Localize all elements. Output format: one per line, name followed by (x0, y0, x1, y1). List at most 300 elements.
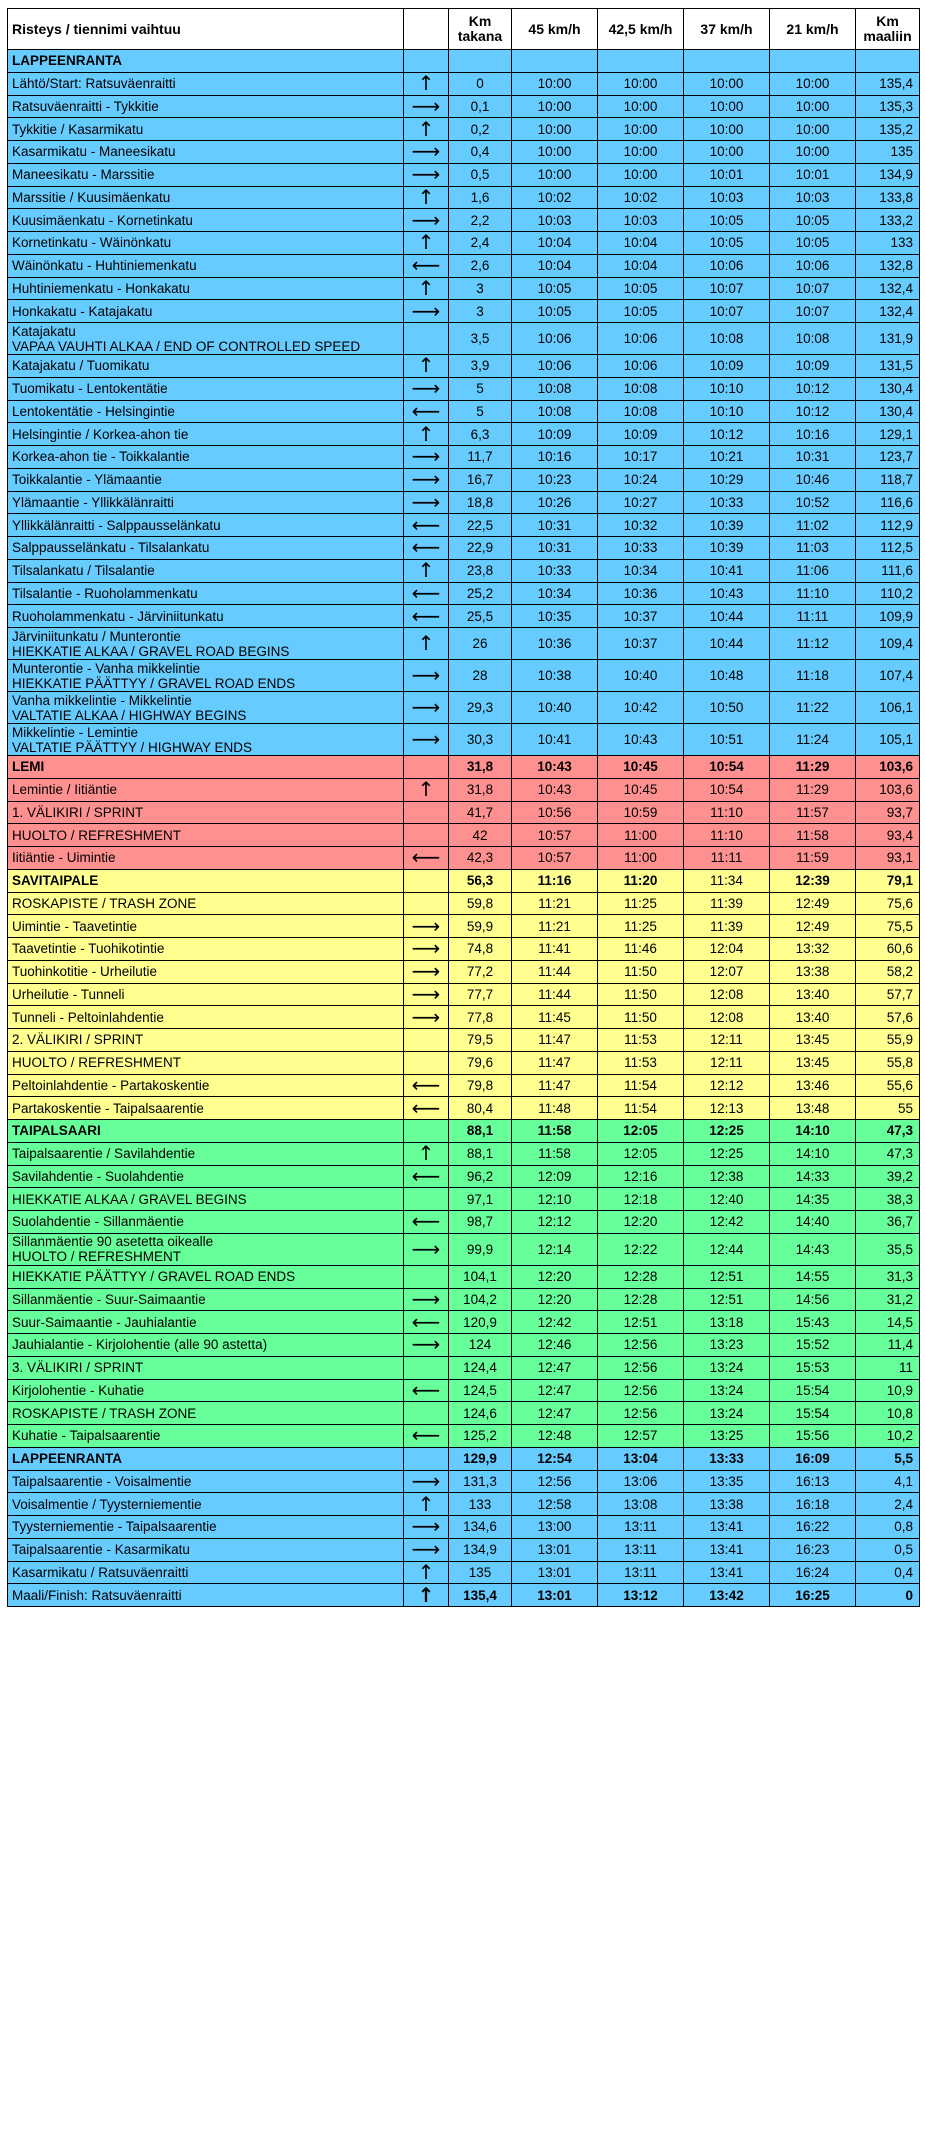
arrow-right-icon: ⟶ (404, 692, 449, 724)
route-point-name-line: Lemintie / Iitiäntie (12, 782, 118, 798)
time-45-value: 12:56 (512, 1470, 598, 1493)
route-point-name-line: 3. VÄLIKIRI / SPRINT (12, 1360, 144, 1376)
km-done-value: 25,2 (449, 582, 512, 605)
time-42-5-value: 11:50 (598, 983, 684, 1006)
route-point-name-line: Tuohinkotitie - Urheilutie (12, 964, 158, 980)
time-37-value: 12:08 (684, 983, 770, 1006)
km-remaining-value: 10,2 (856, 1425, 920, 1448)
route-point-name-line: Jauhialantie - Kirjolohentie (alle 90 astetta) (12, 1337, 268, 1353)
km-done-value: 30,3 (449, 724, 512, 756)
km-remaining-value: 133 (856, 232, 920, 255)
section-row (8, 1584, 920, 1607)
km-done-value: 125,2 (449, 1425, 512, 1448)
route-point-name-line: Korkea-ahon tie - Toikkalantie (12, 449, 190, 465)
time-45-value: 11:21 (512, 915, 598, 938)
route-point-name (8, 1097, 404, 1120)
route-point-name (8, 1165, 404, 1188)
direction-cell (404, 801, 449, 824)
km-done-value: 59,8 (449, 892, 512, 915)
time-45-value: 10:31 (512, 537, 598, 560)
km-remaining-value: 57,6 (856, 1006, 920, 1029)
km-done-value: 77,8 (449, 1006, 512, 1029)
route-point-name (8, 1211, 404, 1234)
section-title (8, 1120, 404, 1143)
table-row (8, 1097, 920, 1120)
route-point-name (8, 1425, 404, 1448)
table-row (8, 660, 920, 692)
direction-cell (404, 323, 449, 355)
table-row (8, 1493, 920, 1516)
time-37-value: 10:09 (684, 355, 770, 378)
time-42-5-value: 11:20 (598, 869, 684, 892)
route-point-name (8, 692, 404, 724)
km-done-value: 5 (449, 377, 512, 400)
time-42-5-value: 10:04 (598, 254, 684, 277)
arrow-right-icon: ⟶ (404, 983, 449, 1006)
header-km-remaining: Km maaliin (856, 9, 920, 50)
time-37-value: 12:25 (684, 1142, 770, 1165)
time-37-value: 10:54 (684, 756, 770, 779)
time-42-5-value: 13:12 (598, 1584, 684, 1607)
arrow-up-icon: ↑ (404, 423, 449, 446)
table-row (8, 960, 920, 983)
route-point-name-line: Uimintie - Taavetintie (12, 918, 138, 934)
table-row (8, 724, 920, 756)
time-37-value: 13:25 (684, 1425, 770, 1448)
time-37-value: 11:11 (684, 847, 770, 870)
time-21-value (770, 50, 856, 73)
km-done-value: 3 (449, 277, 512, 300)
time-37-value: 13:41 (684, 1538, 770, 1561)
route-point-name (8, 1029, 404, 1052)
route-point-name-line: ROSKAPISTE / TRASH ZONE (12, 1405, 197, 1421)
route-point-name-line: Toikkalantie - Ylämaantie (12, 472, 162, 488)
direction-cell (404, 1402, 449, 1425)
km-remaining-value: 133,8 (856, 186, 920, 209)
time-42-5-value: 11:50 (598, 1006, 684, 1029)
time-21-value: 11:12 (770, 628, 856, 660)
table-row (8, 1288, 920, 1311)
km-remaining-value: 39,2 (856, 1165, 920, 1188)
time-21-value: 12:49 (770, 915, 856, 938)
route-point-name-line: Kornetinkatu - Wäinönkatu (12, 235, 172, 251)
route-point-name (8, 915, 404, 938)
header-speed-37: 37 km/h (684, 9, 770, 50)
km-done-value: 124,5 (449, 1379, 512, 1402)
km-remaining-value: 4,1 (856, 1470, 920, 1493)
km-remaining-value: 93,4 (856, 824, 920, 847)
km-remaining-value: 14,5 (856, 1311, 920, 1334)
km-done-value: 0 (449, 72, 512, 95)
time-45-value: 10:57 (512, 847, 598, 870)
km-remaining-value: 93,7 (856, 801, 920, 824)
arrow-left-icon: ⟵ (404, 1165, 449, 1188)
km-done-value: 120,9 (449, 1311, 512, 1334)
table-row (8, 1188, 920, 1211)
time-21-value: 13:48 (770, 1097, 856, 1120)
km-done-value: 6,3 (449, 423, 512, 446)
time-21-value: 12:39 (770, 869, 856, 892)
km-done-value: 23,8 (449, 559, 512, 582)
route-point-name (8, 1074, 404, 1097)
km-remaining-value: 93,1 (856, 847, 920, 870)
arrow-right-icon: ⟶ (404, 300, 449, 323)
time-21-value: 14:10 (770, 1120, 856, 1143)
route-point-name (8, 537, 404, 560)
time-21-value: 10:00 (770, 118, 856, 141)
time-37-value: 10:00 (684, 118, 770, 141)
arrow-up-icon: ↑ (404, 1561, 449, 1584)
time-42-5-value: 10:08 (598, 377, 684, 400)
route-point-name (8, 277, 404, 300)
km-remaining-value: 134,9 (856, 163, 920, 186)
time-45-value: 12:54 (512, 1447, 598, 1470)
time-45-value: 10:26 (512, 491, 598, 514)
arrow-up-icon: ↑ (404, 559, 449, 582)
km-remaining-value: 31,3 (856, 1265, 920, 1288)
km-remaining-value: 107,4 (856, 660, 920, 692)
section-row (8, 756, 920, 779)
time-45-value: 10:04 (512, 254, 598, 277)
header-direction (404, 9, 449, 50)
route-point-name-line: Kasarmikatu - Maneesikatu (12, 144, 176, 160)
time-45-value: 11:48 (512, 1097, 598, 1120)
time-37-value: 10:05 (684, 232, 770, 255)
section-title (8, 1447, 404, 1470)
km-remaining-value: 0 (856, 1584, 920, 1607)
km-done-value: 0,1 (449, 95, 512, 118)
km-remaining-value: 36,7 (856, 1211, 920, 1234)
km-done-value: 131,3 (449, 1470, 512, 1493)
header-km-done: Km takana (449, 9, 512, 50)
km-remaining-value: 55,8 (856, 1051, 920, 1074)
time-21-value: 15:43 (770, 1311, 856, 1334)
time-42-5-value: 11:54 (598, 1097, 684, 1120)
arrow-right-icon: ⟶ (404, 209, 449, 232)
time-21-value: 13:46 (770, 1074, 856, 1097)
arrow-right-icon: ⟶ (404, 1516, 449, 1539)
table-row (8, 1265, 920, 1288)
time-37-value: 13:33 (684, 1447, 770, 1470)
time-45-value: 10:33 (512, 559, 598, 582)
time-21-value: 11:57 (770, 801, 856, 824)
time-42-5-value: 12:56 (598, 1402, 684, 1425)
km-done-value: 134,6 (449, 1516, 512, 1539)
km-remaining-value: 131,9 (856, 323, 920, 355)
km-remaining-value: 111,6 (856, 559, 920, 582)
km-done-value: 22,5 (449, 514, 512, 537)
arrow-right-icon: ⟶ (404, 724, 449, 756)
time-37-value: 10:00 (684, 95, 770, 118)
arrow-right-icon: ⟶ (404, 95, 449, 118)
time-42-5-value: 10:34 (598, 559, 684, 582)
time-37-value: 10:01 (684, 163, 770, 186)
time-37-value: 10:12 (684, 423, 770, 446)
route-point-name (8, 118, 404, 141)
km-done-value: 3 (449, 300, 512, 323)
time-42-5-value: 11:53 (598, 1051, 684, 1074)
route-point-name (8, 491, 404, 514)
time-45-value: 12:58 (512, 1493, 598, 1516)
km-remaining-value: 38,3 (856, 1188, 920, 1211)
km-remaining-value: 79,1 (856, 869, 920, 892)
km-remaining-value: 103,6 (856, 756, 920, 779)
time-21-value: 11:03 (770, 537, 856, 560)
km-remaining-value: 57,7 (856, 983, 920, 1006)
time-21-value: 11:18 (770, 660, 856, 692)
route-point-name-line: HUOLTO / REFRESHMENT (12, 1055, 182, 1071)
time-21-value: 16:22 (770, 1516, 856, 1539)
route-point-name-line: Peltoinlahdentie - Partakoskentie (12, 1077, 210, 1093)
time-42-5-value: 13:04 (598, 1447, 684, 1470)
route-point-name-line: Taipalsaarentie - Kasarmikatu (12, 1542, 190, 1558)
time-21-value: 10:07 (770, 277, 856, 300)
route-point-name-line: Suolahdentie - Sillanmäentie (12, 1214, 184, 1230)
arrow-left-icon: ⟵ (404, 1425, 449, 1448)
km-remaining-value: 130,4 (856, 377, 920, 400)
time-45-value: 10:00 (512, 95, 598, 118)
time-37-value: 12:04 (684, 938, 770, 961)
km-done-value: 42,3 (449, 847, 512, 870)
time-37-value: 10:21 (684, 446, 770, 469)
time-42-5-value: 10:27 (598, 491, 684, 514)
arrow-left-icon: ⟵ (404, 847, 449, 870)
time-37-value: 13:18 (684, 1311, 770, 1334)
arrow-up-icon: ↑ (404, 186, 449, 209)
arrow-up-icon: ↑ (404, 628, 449, 660)
time-45-value: 11:47 (512, 1051, 598, 1074)
route-point-name-line: Kirjolohentie - Kuhatie (12, 1382, 145, 1398)
table-row (8, 446, 920, 469)
time-37-value: 12:08 (684, 1006, 770, 1029)
arrow-left-icon: ⟵ (404, 1379, 449, 1402)
time-45-value: 10:06 (512, 323, 598, 355)
table-row (8, 232, 920, 255)
arrow-left-icon: ⟵ (404, 582, 449, 605)
time-45-value: 10:03 (512, 209, 598, 232)
table-header-row (8, 9, 920, 50)
route-point-name-line: Taavetintie - Tuohikotintie (12, 941, 165, 957)
route-point-name-line: Tuomikatu - Lentokentätie (12, 381, 168, 397)
route-point-name-line: Tilsalankatu / Tilsalantie (12, 563, 155, 579)
route-point-note-line: HUOLTO / REFRESHMENT (12, 1249, 182, 1265)
table-row (8, 824, 920, 847)
time-37-value: 13:24 (684, 1356, 770, 1379)
time-45-value: 12:20 (512, 1265, 598, 1288)
arrow-right-icon: ⟶ (404, 960, 449, 983)
route-point-name-line: Munterontie - Vanha mikkelintie (12, 660, 201, 676)
time-45-value: 10:23 (512, 468, 598, 491)
table-row (8, 1006, 920, 1029)
km-done-value: 31,8 (449, 756, 512, 779)
time-37-value: 12:25 (684, 1120, 770, 1143)
time-42-5-value: 10:00 (598, 72, 684, 95)
time-37-value: 10:39 (684, 537, 770, 560)
time-21-value: 10:06 (770, 254, 856, 277)
route-point-name (8, 778, 404, 801)
time-37-value (684, 50, 770, 73)
time-42-5-value: 10:02 (598, 186, 684, 209)
route-point-name-line: LAPPEENRANTA (12, 1451, 123, 1467)
route-point-note-line: VALTATIE ALKAA / HIGHWAY BEGINS (12, 707, 247, 723)
table-row (8, 1356, 920, 1379)
time-37-value: 13:41 (684, 1516, 770, 1539)
km-remaining-value: 11,4 (856, 1334, 920, 1357)
route-point-name (8, 938, 404, 961)
time-45-value: 10:00 (512, 72, 598, 95)
km-done-value: 99,9 (449, 1233, 512, 1265)
time-45-value: 11:41 (512, 938, 598, 961)
route-point-name (8, 1006, 404, 1029)
table-row (8, 491, 920, 514)
time-21-value: 14:33 (770, 1165, 856, 1188)
route-point-name-line: Kuhatie - Taipalsaarentie (12, 1428, 161, 1444)
route-point-name-line: Maneesikatu - Marssitie (12, 167, 155, 183)
arrow-left-icon: ⟵ (404, 254, 449, 277)
table-row (8, 983, 920, 1006)
km-done-value: 56,3 (449, 869, 512, 892)
km-remaining-value: 109,9 (856, 605, 920, 628)
km-remaining-value: 75,5 (856, 915, 920, 938)
time-45-value: 10:16 (512, 446, 598, 469)
time-37-value: 13:42 (684, 1584, 770, 1607)
time-21-value: 15:54 (770, 1402, 856, 1425)
time-45-value: 13:01 (512, 1584, 598, 1607)
time-37-value: 10:03 (684, 186, 770, 209)
time-21-value: 11:59 (770, 847, 856, 870)
time-45-value: 10:38 (512, 660, 598, 692)
time-42-5-value: 12:16 (598, 1165, 684, 1188)
route-point-name-line: Katajakatu / Tuomikatu (12, 358, 150, 374)
table-row (8, 468, 920, 491)
direction-cell (404, 1029, 449, 1052)
km-done-value: 124 (449, 1334, 512, 1357)
table-row (8, 1379, 920, 1402)
route-point-name-line: Wäinönkatu - Huhtiniemenkatu (12, 258, 197, 274)
time-42-5-value: 10:05 (598, 277, 684, 300)
time-37-value: 10:33 (684, 491, 770, 514)
time-45-value: 10:41 (512, 724, 598, 756)
km-remaining-value: 0,4 (856, 1561, 920, 1584)
time-21-value: 16:09 (770, 1447, 856, 1470)
route-point-name-line: ROSKAPISTE / TRASH ZONE (12, 895, 197, 911)
km-remaining-value: 116,6 (856, 491, 920, 514)
time-42-5-value: 13:11 (598, 1538, 684, 1561)
arrow-right-icon: ⟶ (404, 1538, 449, 1561)
time-42-5-value: 10:37 (598, 628, 684, 660)
arrow-right-icon: ⟶ (404, 1288, 449, 1311)
km-done-value: 3,9 (449, 355, 512, 378)
route-point-name-line: Ratsuväenraitti - Tykkitie (12, 98, 159, 114)
route-point-name (8, 254, 404, 277)
direction-cell (404, 1188, 449, 1211)
time-42-5-value: 10:06 (598, 355, 684, 378)
route-point-name (8, 377, 404, 400)
km-remaining-value: 109,4 (856, 628, 920, 660)
table-row (8, 514, 920, 537)
time-45-value: 11:47 (512, 1029, 598, 1052)
km-done-value: 16,7 (449, 468, 512, 491)
route-point-name-line: Taipalsaarentie / Savilahdentie (12, 1146, 196, 1162)
time-45-value: 10:43 (512, 778, 598, 801)
time-45-value: 11:45 (512, 1006, 598, 1029)
table-row (8, 692, 920, 724)
direction-cell (404, 756, 449, 779)
time-21-value: 12:49 (770, 892, 856, 915)
time-21-value: 14:43 (770, 1233, 856, 1265)
section-row (8, 869, 920, 892)
time-45-value: 11:16 (512, 869, 598, 892)
route-point-name-line: Taipalsaarentie - Voisalmentie (12, 1473, 192, 1489)
time-45-value: 11:44 (512, 983, 598, 1006)
section-row (8, 50, 920, 73)
arrow-left-icon: ⟵ (404, 1097, 449, 1120)
time-42-5-value: 10:06 (598, 323, 684, 355)
time-42-5-value: 10:32 (598, 514, 684, 537)
table-row (8, 1334, 920, 1357)
time-42-5-value: 12:28 (598, 1288, 684, 1311)
route-point-name-line: LAPPEENRANTA (12, 53, 123, 69)
time-21-value: 10:05 (770, 232, 856, 255)
arrow-right-icon: ⟶ (404, 468, 449, 491)
route-point-name (8, 1470, 404, 1493)
section-row (8, 1447, 920, 1470)
arrow-left-icon: ⟵ (404, 400, 449, 423)
route-point-name-line: 1. VÄLIKIRI / SPRINT (12, 804, 144, 820)
time-37-value: 10:48 (684, 660, 770, 692)
km-remaining-value: 135 (856, 141, 920, 164)
time-42-5-value: 12:51 (598, 1311, 684, 1334)
route-point-name (8, 983, 404, 1006)
km-done-value: 135,4 (449, 1584, 512, 1607)
direction-cell (404, 1265, 449, 1288)
time-42-5-value: 11:00 (598, 824, 684, 847)
arrow-left-icon: ⟵ (404, 605, 449, 628)
route-point-name (8, 892, 404, 915)
time-37-value: 12:38 (684, 1165, 770, 1188)
time-42-5-value: 12:05 (598, 1120, 684, 1143)
time-45-value: 13:01 (512, 1538, 598, 1561)
time-45-value: 10:31 (512, 514, 598, 537)
km-done-value: 104,1 (449, 1265, 512, 1288)
km-remaining-value: 135,4 (856, 72, 920, 95)
route-point-name-line: Maali/Finish: Ratsuväenraitti (12, 1587, 182, 1603)
arrow-left-icon: ⟵ (404, 537, 449, 560)
route-point-name (8, 446, 404, 469)
time-45-value: 12:46 (512, 1334, 598, 1357)
km-done-value: 25,5 (449, 605, 512, 628)
time-42-5-value: 10:36 (598, 582, 684, 605)
route-point-name (8, 186, 404, 209)
time-21-value: 16:18 (770, 1493, 856, 1516)
time-37-value: 10:43 (684, 582, 770, 605)
arrow-right-icon: ⟶ (404, 377, 449, 400)
route-point-name-line: Tilsalantie - Ruoholammenkatu (12, 585, 198, 601)
time-37-value: 12:51 (684, 1265, 770, 1288)
time-42-5-value: 11:54 (598, 1074, 684, 1097)
header-speed-45: 45 km/h (512, 9, 598, 50)
arrow-right-icon: ⟶ (404, 915, 449, 938)
time-37-value: 12:13 (684, 1097, 770, 1120)
km-done-value: 129,9 (449, 1447, 512, 1470)
time-37-value: 13:24 (684, 1379, 770, 1402)
table-row (8, 915, 920, 938)
route-point-name-line: Partakoskentie - Taipalsaarentie (12, 1100, 204, 1116)
km-done-value: 134,9 (449, 1538, 512, 1561)
km-done-value: 31,8 (449, 778, 512, 801)
route-point-name (8, 141, 404, 164)
route-point-name-line: Kasarmikatu / Ratsuväenraitti (12, 1564, 189, 1580)
